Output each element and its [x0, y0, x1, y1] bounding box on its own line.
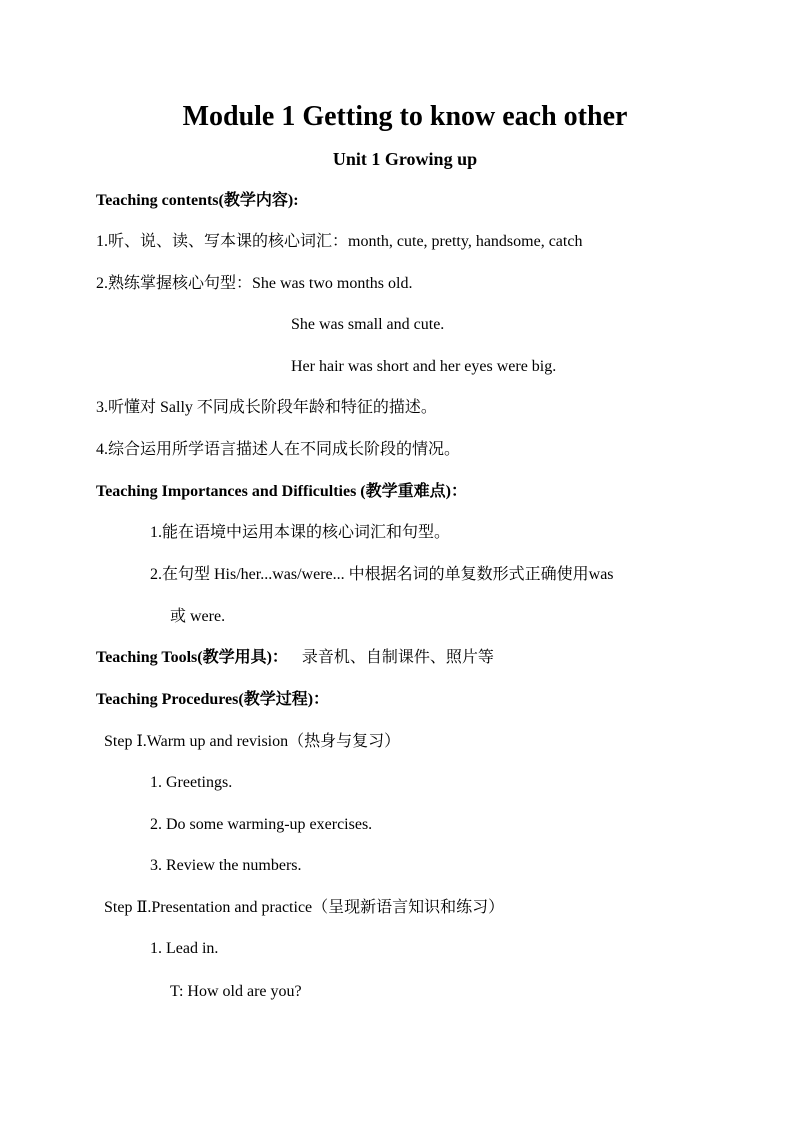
contents-item-2: 2.熟练掌握核心句型：She was two months old. [96, 275, 413, 292]
contents-item-2-line-2: She was small and cute. [291, 316, 445, 333]
teaching-tools-heading: Teaching Tools(教学用具)： [96, 649, 288, 666]
contents-item-3: 3.听懂对 Sally 不同成长阶段年龄和特征的描述。 [96, 399, 437, 416]
step-1-item-3: 3. Review the numbers. [150, 857, 302, 874]
contents-item-2-line-3: Her hair was short and her eyes were big. [291, 358, 557, 375]
contents-item-1: 1.听、说、读、写本课的核心词汇：month, cute, pretty, handsome, catch [96, 233, 583, 250]
teaching-tools-value: 录音机、自制课件、照片等 [301, 649, 494, 666]
importances-item-2-continued: 或 were. [170, 608, 226, 625]
step-2-heading: Step Ⅱ.Presentation and practice（呈现新语言知识和练习） [104, 899, 505, 916]
step-2-item-1-question: T: How old are you? [170, 983, 302, 1000]
step-1-item-2: 2. Do some warming-up exercises. [150, 816, 373, 833]
step-1-heading: Step Ⅰ.Warm up and revision（热身与复习） [104, 733, 401, 750]
procedures-heading: Teaching Procedures(教学过程)： [96, 691, 330, 708]
teaching-tools-line [96, 648, 494, 668]
importances-heading: Teaching Importances and Difficulties (教学重难点)： [96, 483, 467, 500]
contents-item-4: 4.综合运用所学语言描述人在不同成长阶段的情况。 [96, 441, 461, 458]
step-1-item-1: 1. Greetings. [150, 774, 233, 791]
teaching-contents-heading: Teaching contents(教学内容): [96, 192, 299, 209]
importances-item-1: 1.能在语境中运用本课的核心词汇和句型。 [150, 524, 451, 541]
unit-subtitle: Unit 1 Growing up [332, 149, 478, 169]
importances-item-2: 2.在句型 His/her...was/were... 中根据名词的单复数形式正确使用was [150, 566, 614, 583]
module-title: Module 1 Getting to know each other [182, 101, 628, 132]
step-2-item-1: 1. Lead in. [150, 940, 219, 957]
